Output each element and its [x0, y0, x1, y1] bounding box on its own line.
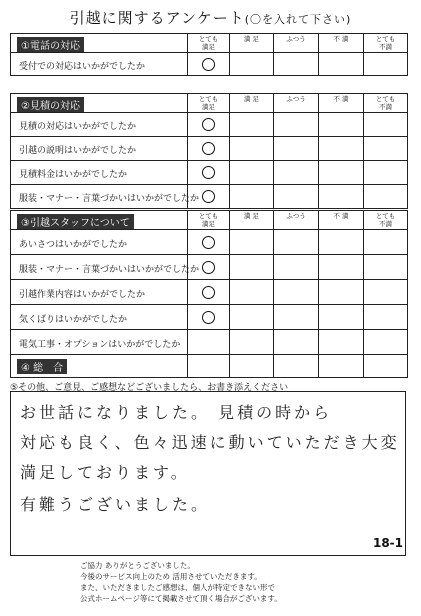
footer-line-2: 今後のサービス向上のため 活用させていただきます。	[80, 572, 262, 581]
column-header: 不 満	[333, 95, 349, 103]
page-number: 18-1	[372, 536, 403, 550]
rating-cell[interactable]	[363, 305, 407, 329]
rating-cell[interactable]	[318, 330, 363, 354]
rating-cell[interactable]	[318, 185, 363, 208]
section-3	[10, 210, 408, 355]
rating-cell[interactable]	[318, 161, 363, 184]
rating-cell[interactable]	[273, 161, 318, 184]
column-header: 満 足	[243, 95, 260, 103]
title-note: (〇を入れて下さい)	[244, 13, 352, 26]
footer-line-1: ご協力 ありがとうございました。	[80, 561, 195, 570]
rating-cell[interactable]	[229, 137, 273, 160]
rating-cell[interactable]	[318, 305, 363, 329]
column-header: 満 足	[243, 35, 260, 43]
column-header: とても 満足	[198, 212, 219, 228]
question-label: 見積の対応はいかがでしたか	[19, 122, 137, 132]
rating-cell[interactable]	[273, 280, 318, 304]
selected-circle-mark	[202, 166, 215, 179]
handwritten-line-2: 対応も良く、色々迅速に動いていただき大変	[20, 433, 400, 452]
rating-cell[interactable]	[187, 230, 229, 254]
rating-cell[interactable]	[187, 330, 229, 354]
question-row	[11, 329, 407, 354]
question-row	[11, 136, 407, 160]
question-row	[11, 160, 407, 184]
rating-cell[interactable]	[187, 137, 229, 160]
selected-circle-mark	[202, 311, 215, 324]
column-header: とても 不満	[375, 35, 396, 51]
question-label: 引越作業内容はいかがでしたか	[19, 290, 146, 300]
column-header: とても 不満	[375, 95, 396, 111]
question-row	[11, 304, 407, 329]
column-header: とても 満足	[198, 95, 219, 111]
rating-cell[interactable]	[187, 53, 229, 75]
question-label: 見積料金はいかがでしたか	[19, 170, 128, 180]
rating-cell[interactable]	[363, 280, 407, 304]
rating-cell[interactable]	[273, 230, 318, 254]
rating-cell[interactable]	[273, 305, 318, 329]
question-label: あいさつはいかがでしたか	[19, 240, 128, 250]
rating-cell[interactable]	[229, 330, 273, 354]
rating-cell[interactable]	[363, 113, 407, 136]
section-header-row	[11, 211, 407, 229]
rating-cell[interactable]	[229, 53, 273, 75]
rating-cell[interactable]	[363, 53, 407, 75]
column-header: とても 満足	[198, 35, 219, 51]
rating-cell[interactable]	[229, 280, 273, 304]
rating-cell[interactable]	[363, 255, 407, 279]
question-label: 引越の説明はいかがでしたか	[19, 146, 137, 156]
rating-cell[interactable]	[363, 330, 407, 354]
section-header-label: ③引越スタッフについて	[17, 214, 134, 229]
remarks-heading: ⑤その他、ご意見、ご感想などございましたら、お書き添えください	[10, 383, 289, 393]
rating-cell[interactable]	[318, 255, 363, 279]
rating-cell[interactable]	[229, 113, 273, 136]
form-title	[0, 7, 421, 28]
question-label: 服装・マナー・言葉づかいはいかがでしたか	[19, 265, 200, 275]
column-header: ふつう	[286, 35, 306, 43]
column-header: 不 満	[333, 35, 349, 43]
section-header-label: ②見積の対応	[17, 97, 84, 112]
rating-cell[interactable]	[273, 53, 318, 75]
question-row	[11, 254, 407, 279]
section-header-row	[11, 94, 407, 112]
rating-cell[interactable]	[187, 113, 229, 136]
rating-cell[interactable]	[318, 230, 363, 254]
rating-cell[interactable]	[318, 113, 363, 136]
handwritten-line-1: お世話になりました。 見積の時から	[20, 403, 333, 422]
column-header: 不 満	[333, 212, 349, 220]
section-1	[10, 33, 408, 76]
selected-circle-mark	[202, 286, 215, 299]
rating-cell[interactable]	[273, 255, 318, 279]
selected-circle-mark	[202, 236, 215, 249]
handwritten-line-4: 有難うございました。	[20, 495, 211, 514]
column-header: 満 足	[243, 212, 260, 220]
rating-cell[interactable]	[363, 137, 407, 160]
rating-cell[interactable]	[229, 161, 273, 184]
column-header: ふつう	[286, 95, 306, 103]
rating-cell[interactable]	[318, 53, 363, 75]
rating-cell[interactable]	[187, 185, 229, 208]
rating-cell[interactable]	[187, 255, 229, 279]
section-header-row	[11, 34, 407, 52]
rating-cell[interactable]	[229, 185, 273, 208]
column-header: ふつう	[286, 212, 306, 220]
rating-cell[interactable]	[229, 255, 273, 279]
rating-cell[interactable]	[273, 330, 318, 354]
rating-cell[interactable]	[273, 185, 318, 208]
rating-cell[interactable]	[229, 305, 273, 329]
question-row	[11, 112, 407, 136]
handwritten-line-3: 満足しております。	[20, 463, 190, 482]
question-row	[11, 229, 407, 254]
rating-cell[interactable]	[363, 230, 407, 254]
question-label: 電気工事・オプションはいかがでしたか	[19, 340, 181, 350]
title-text: 引越に関するアンケート	[69, 9, 245, 27]
section-header-label: ①電話の対応	[17, 37, 84, 52]
question-row	[11, 184, 407, 208]
rating-cell[interactable]	[318, 137, 363, 160]
selected-circle-mark	[202, 142, 215, 155]
column-header: とても 不満	[375, 212, 396, 228]
rating-cell[interactable]	[363, 185, 407, 208]
selected-circle-mark	[202, 118, 215, 131]
question-label: 服装・マナー・言葉づかいはいかがでしたか	[19, 194, 200, 204]
rating-cell[interactable]	[187, 305, 229, 329]
selected-circle-mark	[202, 190, 215, 203]
question-label: 受付での対応はいかがでしたか	[19, 62, 146, 72]
overall-label: ④ 総 合	[17, 359, 67, 374]
question-label: 気くばりはいかがでしたか	[19, 315, 128, 325]
rating-cell[interactable]	[318, 280, 363, 304]
footer-line-4: 公式ホームページ等にて掲載させて頂く場合がございます。	[80, 594, 282, 603]
rating-cell[interactable]	[363, 161, 407, 184]
footer-line-3: また、いただきましたご感想は、個人が特定できない形で	[80, 583, 275, 592]
section-2	[10, 93, 408, 209]
selected-circle-mark	[202, 58, 215, 71]
selected-circle-mark	[202, 261, 215, 274]
rating-cell[interactable]	[273, 137, 318, 160]
overall-section	[10, 354, 408, 378]
rating-cell[interactable]	[273, 113, 318, 136]
rating-cell[interactable]	[187, 161, 229, 184]
question-row	[11, 52, 407, 75]
rating-cell[interactable]	[187, 280, 229, 304]
rating-cell[interactable]	[229, 230, 273, 254]
question-row	[11, 279, 407, 304]
